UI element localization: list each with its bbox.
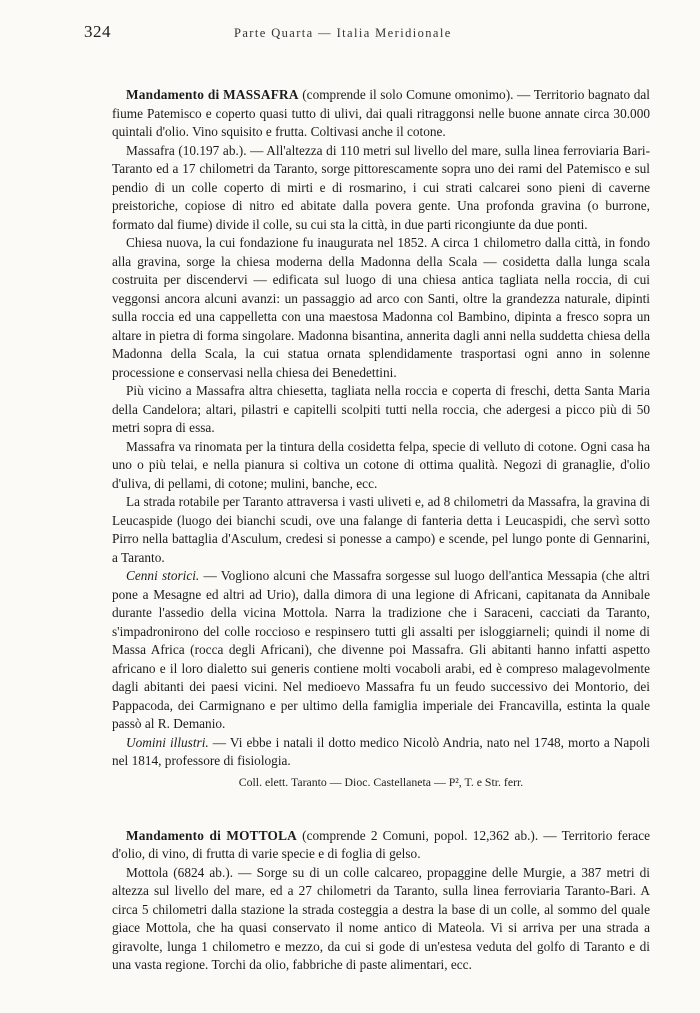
paragraph-text: — Vogliono alcuni che Massafra sorgesse sul luogo dell'antica Messapia (che altri pone a Mesagne ed altri ad Urio), dalla dimora di una legione di Africani, capitanata da Annibale durante l'assedio della vicina Mottola. Narra la tradizione che i Saraceni, cacciati da Taranto, s'impadronirono del colle roccioso e respinsero tutti gli assalti per isloggiarneli; quindi il nome di Massa Africa (rocca degli Africani), che divenne poi Massafra. Gli abitanti hanno infatti aspetto africano e il loro dialetto sui generis contiene molti vocaboli arabi, ed è compreso malagevolmente dagli abitanti dei paesi vicini. Nel medioevo Massafra fu un feudo successivo dei Montorio, dei Pappacoda, dei Carmignano e per ultimo della famiglia imperiale dei Francavilla, estinta la quale passò al R. Demanio. (112, 568, 650, 731)
paragraph-mandamento-massafra (112, 86, 650, 142)
paragraph-chiesa: Chiesa nuova, la cui fondazione fu inaugurata nel 1852. A circa 1 chilometro dalla città, in fondo alla gravina, sorge la chiesa moderna della Madonna della Scala — cosidetta dalla lunga scala costruita per discendervi — edificata sul luogo di una chiesa antica tagliata nella roccia, di cui veggonsi ancora alcuni avanzi: un passaggio ad arco con Santi, oltre la grandezza naturale, dipinti sulla roccia ed una cappelletta con una maestosa Madonna col Bambino, dipinta a fresco sopra un altare in pietra di forma singolare. Madonna bisantina, annerita dagli anni nella suddetta chiesa della Madonna della Scala, la cui statua ornata splendidamente trasportasi ogni anno in solenne processione e conservasi nella chiesa dei Benedettini. (112, 235, 650, 380)
paragraph-text: — Vi ebbe i natali il dotto medico Nicolò Andria, nato nel 1748, morto a Napoli nel 1814, professore di fisiologia. (112, 734, 651, 768)
paragraph-chiesetta: Più vicino a Massafra altra chiesetta, tagliata nella roccia e coperta di freschi, detta Santa Maria della Candelora; altari, pilastri e capitelli scolpiti tutti nella roccia, che adergesi a picco più di 50 metri sopra di essa. (112, 383, 650, 435)
cenni-heading: Cenni storici. (126, 568, 200, 583)
town-name: Massafra (126, 142, 175, 158)
page-number: 324 (84, 22, 111, 41)
mandamento-heading: Mandamento di MOTTOLA (126, 827, 297, 843)
paragraph-massafra-town (112, 142, 650, 235)
paragraph-strada: La strada rotabile per Taranto attraversa i vasti uliveti e, ad 8 chilometri da Massafra, la gravina di Leucaspide (luogo dei bianchi scudi, ove una falange di fanteria detta i Leucaspidi, che servì sotto Pirro nella battaglia d'Asculum, credesi si ponesse a campo) e scende, pel lungo ponte di Gennarini, a Taranto. (112, 494, 650, 565)
mandamento-heading: Mandamento di MASSAFRA (126, 87, 299, 102)
paragraph-text: (comprende 2 Comuni, popol. 12,362 ab.). — Territorio ferace d'olio, di vino, di frutta di varie specie e di foglia di gelso. (112, 827, 650, 861)
paragraph-text: (comprende il solo Comune omonimo). — Territorio bagnato dal fiume Patemisco e coperto quasi tutto di ulivi, dai quali ritraggonsi nelle buone annate circa 30.000 quintali d'olio. Vino squisito e frutta. Coltivasi anche il cotone. (112, 87, 650, 139)
citation-line: Coll. elett. Taranto — Dioc. Castellaneta — P², T. e Str. ferr. (238, 774, 524, 789)
paragraph-cenni-storici (112, 567, 650, 734)
uomini-heading: Uomini illustri. (126, 734, 209, 750)
paragraph-tintura: Massafra va rinomata per la tintura della cosidetta felpa, specie di velluto di cotone. Ogni casa ha uno o più telai, e nella pianura si coltiva un cotone di ottima qualità. Negozi di granaglie, d'olio d'uliva, di pellami, di cotone; mulini, banche, ecc. (112, 438, 650, 491)
section-mottola (112, 827, 650, 975)
paragraph-text: (10.197 ab.). — All'altezza di 110 metri sul livello del mare, sulla linea ferroviaria Bari-Taranto ed a 17 chilometri da Taranto, sorge pittorescamente sopra uno dei rami del Patemisco e sul pendio di un colle coperto di mirti e di rosmarino, i cui strati calcarei sono pieni di caverne preistoriche, copiose di nitro ed abitate dalla povera gente. Una profonda gravina (o burrone, formato dal fiume) divide il colle, su cui sta la città, in due parti ricongiunte da due ponti. (112, 142, 650, 232)
section-massafra (112, 86, 650, 790)
paragraph-text: (6824 ab.). — Sorge su di un colle calcareo, propaggine delle Murgie, a 387 metri di altezza sul livello del mare, ed a 27 chilometri da Taranto, sulla linea ferroviaria Taranto-Bari. A circa 5 chilometri dalla stazione la strada costeggia a destra la base di un colle, al sommo del quale giace Mottola, che ha quasi conservato il nome antico di Mateola. Vi si arriva per una strada a giravolte, lunga 1 chilometro e mezzo, da cui si gode di un'estesa veduta del golfo di Taranto e di una vasta regione. Torchi da olio, fabbriche di paste alimentari, ecc. (112, 864, 650, 972)
paragraph-uomini-illustri (112, 734, 650, 771)
page-header (84, 22, 650, 48)
paragraph-mandamento-mottola (112, 827, 650, 864)
running-head: Parte Quarta — Italia Meridionale (234, 26, 452, 40)
paragraph-mottola-town (112, 864, 650, 975)
town-name: Mottola (126, 864, 169, 880)
